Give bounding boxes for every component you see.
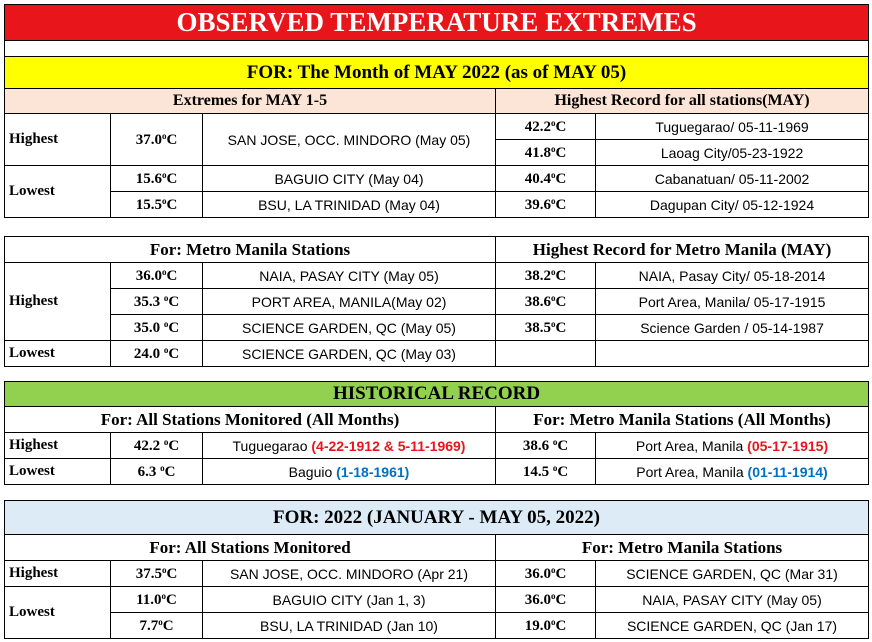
year-header: FOR: 2022 (JANUARY - MAY 05, 2022) — [5, 501, 869, 535]
hist-low-value: 6.3 $^o$C — [111, 459, 203, 485]
record-station: Laoag City/05-23-1922 — [596, 140, 869, 166]
hist-mm-low-date: (01-11-1914) — [747, 463, 828, 480]
may-low-station: BAGUIO CITY (May 04) — [203, 166, 496, 192]
extremes-header: Extremes for MAY 1-5 — [5, 89, 496, 114]
metro-high-value: 36.0$^o$C — [111, 263, 203, 289]
metro-record-station: Port Area, Manila/ 05-17-1915 — [596, 289, 869, 315]
record-station: Cabanatuan/ 05-11-2002 — [596, 166, 869, 192]
year-mm-header: For: Metro Manila Stations — [496, 535, 869, 561]
highest-label: Highest — [5, 561, 111, 587]
year-mm-station: NAIA, PASAY CITY (May 05) — [596, 587, 869, 613]
metro-high-station: NAIA, PASAY CITY (May 05) — [203, 263, 496, 289]
metro-record-station: NAIA, Pasay City/ 05-18-2014 — [596, 263, 869, 289]
highest-label: Highest — [5, 433, 111, 459]
spacer-row — [5, 41, 869, 57]
record-value: 40.4$^o$C — [496, 166, 596, 192]
metro-low-value: 24.0 $^o$C — [111, 341, 203, 367]
record-value: 41.8$^o$C — [496, 140, 596, 166]
hist-low-date: (1-18-1961) — [336, 463, 410, 480]
metro-record-header: Highest Record for Metro Manila (MAY) — [496, 237, 869, 263]
record-value: 39.6$^o$C — [496, 192, 596, 218]
hist-high-date: (4-22-1912 & 5-11-1969) — [311, 437, 466, 454]
record-station: Dagupan City/ 05-12-1924 — [596, 192, 869, 218]
hist-high-value: 42.2 $^o$C — [111, 433, 203, 459]
historical-record-table — [4, 381, 869, 485]
metro-record-value: 38.5$^o$C — [496, 315, 596, 341]
metro-header: For: Metro Manila Stations — [5, 237, 496, 263]
month-header: FOR: The Month of MAY 2022 (as of MAY 05) — [5, 57, 869, 89]
year-mm-station: SCIENCE GARDEN, QC (Jan 17) — [596, 613, 869, 639]
metro-record-value: 38.6$^o$C — [496, 289, 596, 315]
lowest-label: Lowest — [5, 459, 111, 485]
year-high-station: SAN JOSE, OCC. MINDORO (Apr 21) — [203, 561, 496, 587]
year-low-station: BSU, LA TRINIDAD (Jan 10) — [203, 613, 496, 639]
year-all-header: For: All Stations Monitored — [5, 535, 496, 561]
lowest-label: Lowest — [5, 587, 111, 639]
metro-record-value: 38.2$^o$C — [496, 263, 596, 289]
metro-high-station: PORT AREA, MANILA(May 02) — [203, 289, 496, 315]
empty-cell — [496, 341, 596, 367]
year-mm-station: SCIENCE GARDEN, QC (Mar 31) — [596, 561, 869, 587]
may-low-value: 15.5$^o$C — [111, 192, 203, 218]
metro-high-value: 35.0 $^o$C — [111, 315, 203, 341]
hist-mm-low-value: 14.5 $^o$C — [496, 459, 596, 485]
year-low-station: BAGUIO CITY (Jan 1, 3) — [203, 587, 496, 613]
highest-record-header: Highest Record for all stations(MAY) — [496, 89, 869, 114]
record-station: Tuguegarao/ 05-11-1969 — [596, 114, 869, 140]
hist-high-station: Tuguegarao (4-22-1912 & 5-11-1969) — [203, 433, 496, 459]
year-high-value: 37.5$^o$C — [111, 561, 203, 587]
metro-high-station: SCIENCE GARDEN, QC (May 05) — [203, 315, 496, 341]
metro-record-station: Science Garden / 05-14-1987 — [596, 315, 869, 341]
record-value: 42.2$^o$C — [496, 114, 596, 140]
may-low-station: BSU, LA TRINIDAD (May 04) — [203, 192, 496, 218]
historical-header: HISTORICAL RECORD — [5, 382, 869, 407]
year-mm-value: 36.0$^o$C — [496, 561, 596, 587]
may-high-station: SAN JOSE, OCC. MINDORO (May 05) — [203, 114, 496, 166]
hist-mm-low-station: Port Area, Manila (01-11-1914) — [596, 459, 869, 485]
year-to-date-table — [4, 500, 869, 639]
metro-manila-table — [4, 236, 869, 367]
hist-mm-high-date: (05-17-1915) — [747, 437, 829, 454]
lowest-label: Lowest — [5, 166, 111, 218]
year-mm-value: 36.0$^o$C — [496, 587, 596, 613]
may-high-value: 37.0$^o$C — [111, 114, 203, 166]
empty-cell — [596, 341, 869, 367]
highest-label: Highest — [5, 114, 111, 166]
hist-mm-header: For: Metro Manila Stations (All Months) — [496, 407, 869, 433]
metro-high-value: 35.3 $^o$C — [111, 289, 203, 315]
highest-label: Highest — [5, 263, 111, 341]
hist-all-header: For: All Stations Monitored (All Months) — [5, 407, 496, 433]
metro-low-station: SCIENCE GARDEN, QC (May 03) — [203, 341, 496, 367]
year-low-value: 11.0$^o$C — [111, 587, 203, 613]
may-low-value: 15.6$^o$C — [111, 166, 203, 192]
hist-mm-high-value: 38.6 $^o$C — [496, 433, 596, 459]
page-title: OBSERVED TEMPERATURE EXTREMES — [5, 5, 869, 41]
hist-mm-high-station: Port Area, Manila (05-17-1915) — [596, 433, 869, 459]
hist-low-station: Baguio (1-18-1961) — [203, 459, 496, 485]
lowest-label: Lowest — [5, 341, 111, 367]
year-low-value: 7.7$^o$C — [111, 613, 203, 639]
year-mm-value: 19.0$^o$C — [496, 613, 596, 639]
may-extremes-table — [4, 4, 869, 218]
